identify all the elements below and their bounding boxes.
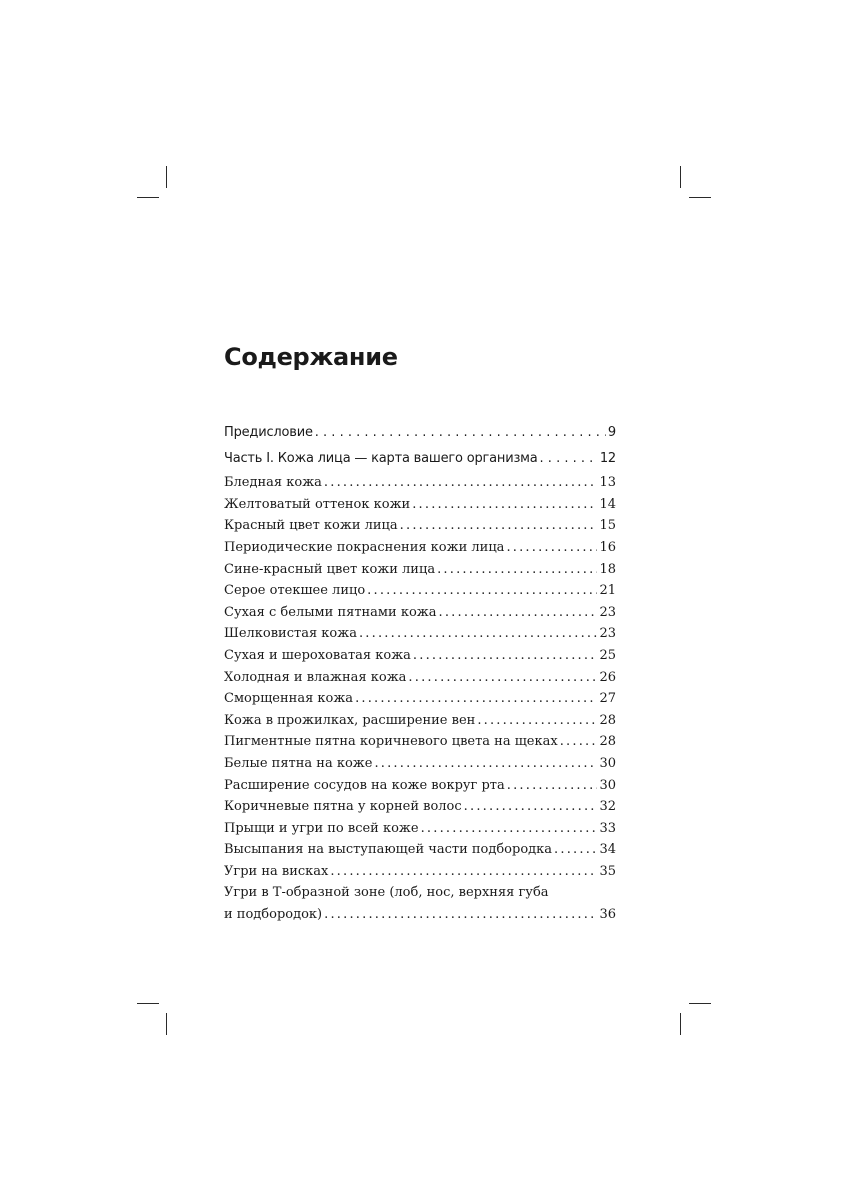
toc-entry[interactable] [224,796,616,818]
crop-mark [137,1003,159,1004]
toc-entry-second-line [224,904,616,926]
toc-list [224,422,616,926]
toc-leader [359,623,598,645]
toc-entry-label: Сухая и шероховатая кожа [224,647,411,663]
toc-entry[interactable] [224,472,616,494]
toc-leader [507,775,598,797]
toc-entry-page: 15 [599,518,616,534]
toc-leader [324,904,597,926]
toc-leader [367,580,597,602]
toc-leader [355,688,597,710]
toc-entry-label: Периодические покраснения кожи лица [224,539,505,555]
toc-entry[interactable] [224,602,616,624]
table-of-contents [224,338,616,923]
toc-leader [554,839,597,861]
toc-entry-page: 30 [599,755,616,771]
toc-entry-label: Коричневые пятна у корней волос [224,799,462,815]
toc-entry-page: 14 [599,496,616,512]
toc-leader [560,731,598,753]
toc-entry[interactable] [224,861,616,883]
toc-entry[interactable] [224,559,616,581]
toc-entry-page: 28 [599,734,616,750]
toc-entry-page: 34 [599,842,616,858]
page-title: Содержание [224,343,398,371]
crop-mark [137,197,159,198]
toc-entry[interactable] [224,645,616,667]
toc-entry[interactable] [224,753,616,775]
toc-leader [506,537,597,559]
toc-entry[interactable] [224,422,616,444]
toc-leader [412,494,597,516]
toc-entry[interactable] [224,623,616,645]
toc-entry-label: Холодная и влажная кожа [224,669,407,685]
toc-leader [408,667,597,689]
toc-entry-label: и подбородок) [224,907,323,923]
toc-entry-page: 30 [599,777,616,793]
toc-entry-page: 33 [599,820,616,836]
toc-entry-page: 27 [599,691,616,707]
toc-leader [421,818,598,840]
toc-entry-label: Сморщенная кожа [224,691,354,707]
toc-entry[interactable] [224,731,616,753]
toc-entry-page: 21 [599,583,616,599]
toc-entry-page: 18 [599,561,616,577]
toc-leader [324,472,598,494]
toc-entry-label: Красный цвет кожи лица [224,518,398,534]
toc-entry-page: 12 [599,450,616,466]
toc-entry[interactable] [224,494,616,516]
toc-leader [400,515,598,537]
toc-leader [477,710,597,732]
toc-entry-label: Белые пятна на коже [224,755,373,771]
toc-leader [540,448,598,470]
toc-entry[interactable] [224,775,616,797]
toc-entry[interactable] [224,710,616,732]
toc-entry-label: Пигментные пятна коричневого цвета на щеках [224,734,558,750]
crop-mark [689,1003,711,1004]
toc-entry[interactable] [224,515,616,537]
toc-entry-label: Расширение сосудов на коже вокруг рта [224,777,505,793]
toc-leader [413,645,598,667]
crop-mark [689,197,711,198]
toc-entry-label: Желтоватый оттенок кожи [224,496,411,512]
toc-entry-page: 36 [599,907,616,923]
crop-mark [680,1013,681,1035]
toc-entry-label: Шелковистая кожа [224,626,357,642]
toc-entry[interactable] [224,688,616,710]
toc-entry-label: Серое отекшее лицо [224,583,366,599]
toc-entry[interactable] [224,537,616,559]
toc-entry-page: 23 [599,626,616,642]
toc-entry-label: Предисловие [224,425,313,440]
toc-entry-label: Сухая с белыми пятнами кожа [224,604,437,620]
toc-entry-page: 13 [599,475,616,491]
toc-entry[interactable] [224,448,616,470]
toc-entry-label: Высыпания на выступающей части подбородка [224,842,553,858]
toc-leader [330,861,597,883]
toc-entry-label: Бледная кожа [224,475,322,491]
toc-entry-page: 35 [599,863,616,879]
toc-leader [464,796,598,818]
toc-entry-page: 23 [599,604,616,620]
toc-entry-label: Угри в Т-образной зоне (лоб, нос, верхняя губа [224,885,549,901]
toc-entry-label: Прыщи и угри по всей коже [224,820,419,836]
toc-leader [315,422,606,444]
toc-entry-page: 32 [599,799,616,815]
toc-entry-label: Угри на висках [224,863,329,879]
toc-leader [437,559,597,581]
toc-entry-label: Кожа в прожилках, расширение вен [224,712,476,728]
toc-entry-page: 16 [599,539,616,555]
toc-entry[interactable] [224,667,616,689]
toc-entry[interactable] [224,882,616,925]
toc-leader [439,602,598,624]
toc-entry[interactable] [224,580,616,602]
toc-entry[interactable] [224,839,616,861]
toc-entry-page: 28 [599,712,616,728]
toc-entry[interactable] [224,818,616,840]
toc-entry-page: 26 [599,669,616,685]
toc-entry-label: Часть I. Кожа лица — карта вашего организма [224,450,538,466]
toc-entry-page: 25 [599,647,616,663]
crop-mark [680,166,681,188]
toc-entry-page: 9 [607,425,616,440]
crop-mark [166,166,167,188]
crop-mark [166,1013,167,1035]
toc-leader [374,753,597,775]
toc-entry-label: Сине-красный цвет кожи лица [224,561,436,577]
